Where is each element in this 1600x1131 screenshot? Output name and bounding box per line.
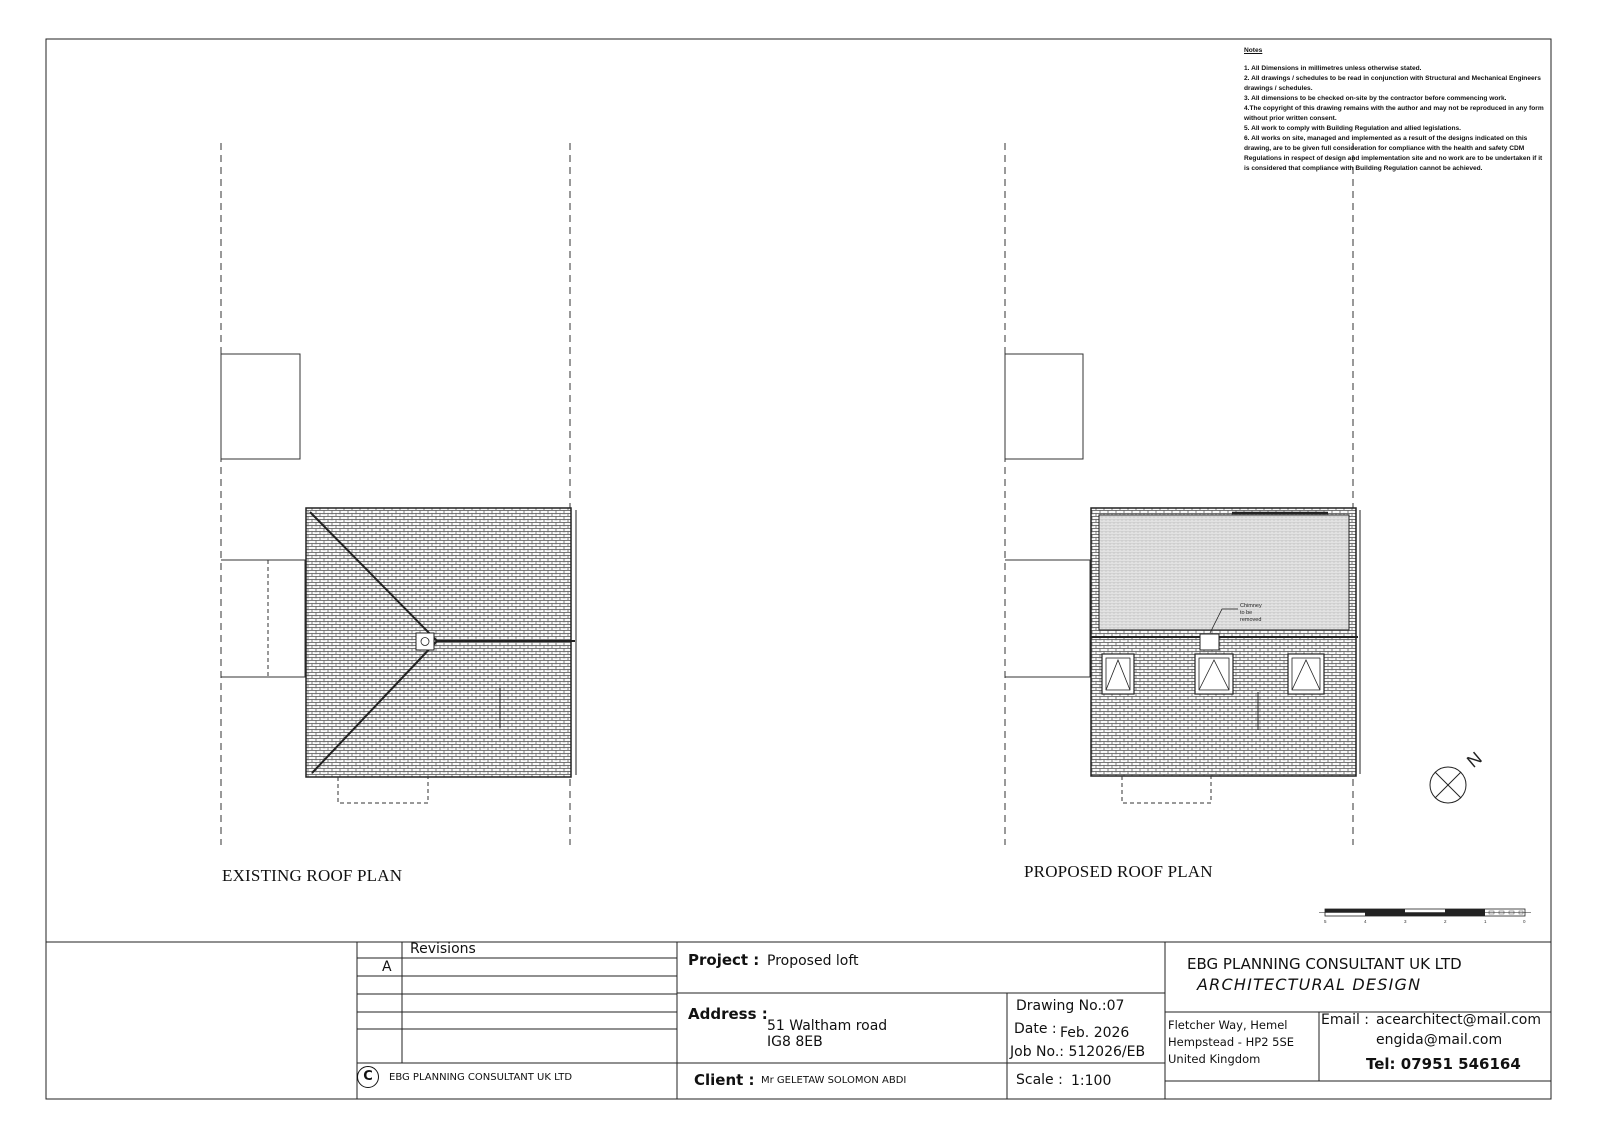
neighbour-extension xyxy=(1005,560,1090,677)
project-label: Project : xyxy=(688,951,760,969)
scale-value: 1:100 xyxy=(1071,1073,1112,1089)
date-label: Date : xyxy=(1014,1021,1057,1037)
client-label: Client : xyxy=(694,1071,755,1089)
company-address-line3: United Kingdom xyxy=(1168,1052,1261,1066)
scale-label: Scale : xyxy=(1016,1072,1063,1088)
north-arrow-icon xyxy=(1430,748,1486,803)
drawing-number: Drawing No.:07 xyxy=(1016,998,1125,1014)
note-item: 3. All dimensions to be checked on-site by the contractor before commencing work. xyxy=(1244,95,1507,102)
address-line1: 51 Waltham road xyxy=(767,1018,888,1034)
company-name: EBG PLANNING CONSULTANT UK LTD xyxy=(1187,955,1462,973)
email-label: Email : xyxy=(1321,1012,1370,1028)
rear-projection-dashed xyxy=(1122,776,1211,803)
neighbour-outbuilding xyxy=(221,354,300,459)
scale-tick-1: 1 xyxy=(1484,919,1487,924)
copyright-icon: C xyxy=(357,1066,379,1088)
client-value: Mr GELETAW SOLOMON ABDI xyxy=(761,1075,907,1086)
date-value: Feb. 2026 xyxy=(1060,1025,1130,1041)
scale-tick-2: 2 xyxy=(1444,919,1447,924)
scale-tick-0: 0 xyxy=(1523,919,1526,924)
existing-roof-plan xyxy=(221,143,576,845)
email-secondary[interactable]: engida@mail.com xyxy=(1376,1032,1503,1048)
company-address-line2: Hempstead - HP2 5SE xyxy=(1168,1035,1295,1049)
chimney-note-line3: removed xyxy=(1240,617,1262,623)
neighbour-outbuilding xyxy=(1005,354,1083,459)
company-subtitle: ARCHITECTURAL DESIGN xyxy=(1197,975,1422,994)
neighbour-extension xyxy=(221,560,305,677)
dormer-flat-roof xyxy=(1099,515,1349,630)
rooflight-1 xyxy=(1102,654,1134,694)
scale-bar xyxy=(1319,909,1531,924)
rooflight-2 xyxy=(1195,654,1233,694)
existing-roof-plan-label: EXISTING ROOF PLAN xyxy=(222,866,403,885)
scale-tick-4: 4 xyxy=(1364,919,1367,924)
note-item: 5. All work to comply with Building Regulation and allied legislations. xyxy=(1244,125,1462,132)
job-number: Job No.: 512026/EB xyxy=(1010,1044,1146,1060)
note-item: 4.The copyright of this drawing remains with the author and may not be reproduced in any form without prior written consent. xyxy=(1244,105,1544,122)
project-value: Proposed loft xyxy=(767,953,859,969)
chimney-to-remove xyxy=(1200,634,1219,650)
address-label: Address : xyxy=(688,1005,768,1023)
revision-letter: A xyxy=(382,959,392,975)
general-notes xyxy=(1244,46,1544,174)
notes-heading: Notes xyxy=(1244,47,1263,54)
company-address-line1: Fletcher Way, Hemel xyxy=(1168,1018,1288,1032)
rear-projection-dashed xyxy=(338,777,428,803)
north-letter: N xyxy=(1462,747,1486,772)
proposed-roof-plan xyxy=(1005,143,1360,845)
note-item: 1. All Dimensions in millimetres unless otherwise stated. xyxy=(1244,65,1422,72)
revisions-label: Revisions xyxy=(410,941,476,957)
scale-tick-3: 3 xyxy=(1404,919,1407,924)
chimney-note-line2: to be xyxy=(1240,610,1253,616)
proposed-roof-plan-label: PROPOSED ROOF PLAN xyxy=(1024,862,1213,881)
rooflight-3 xyxy=(1288,654,1324,694)
email-primary[interactable]: acearchitect@mail.com xyxy=(1376,1012,1542,1028)
note-item: 6. All works on site, managed and implemented as a result of the designs indicated on this drawing, are to be given full consideration for compliance with the health and safety CDM Regulations in respect of design and implementation site and no work are to be undertaken if it is considered that compliance with Building Regulation cannot be achieved. xyxy=(1244,135,1543,172)
chimney-note-line1: Chimney xyxy=(1240,603,1262,609)
copyright-holder: EBG PLANNING CONSULTANT UK LTD xyxy=(389,1072,573,1083)
address-line2: IG8 8EB xyxy=(767,1034,823,1050)
note-item: 2. All drawings / schedules to be read in conjunction with Structural and Mechanical Engineers drawings / schedules. xyxy=(1244,75,1541,92)
telephone: Tel: 07951 546164 xyxy=(1366,1055,1521,1073)
chimney xyxy=(416,633,434,650)
scale-tick-5: 5 xyxy=(1324,919,1327,924)
